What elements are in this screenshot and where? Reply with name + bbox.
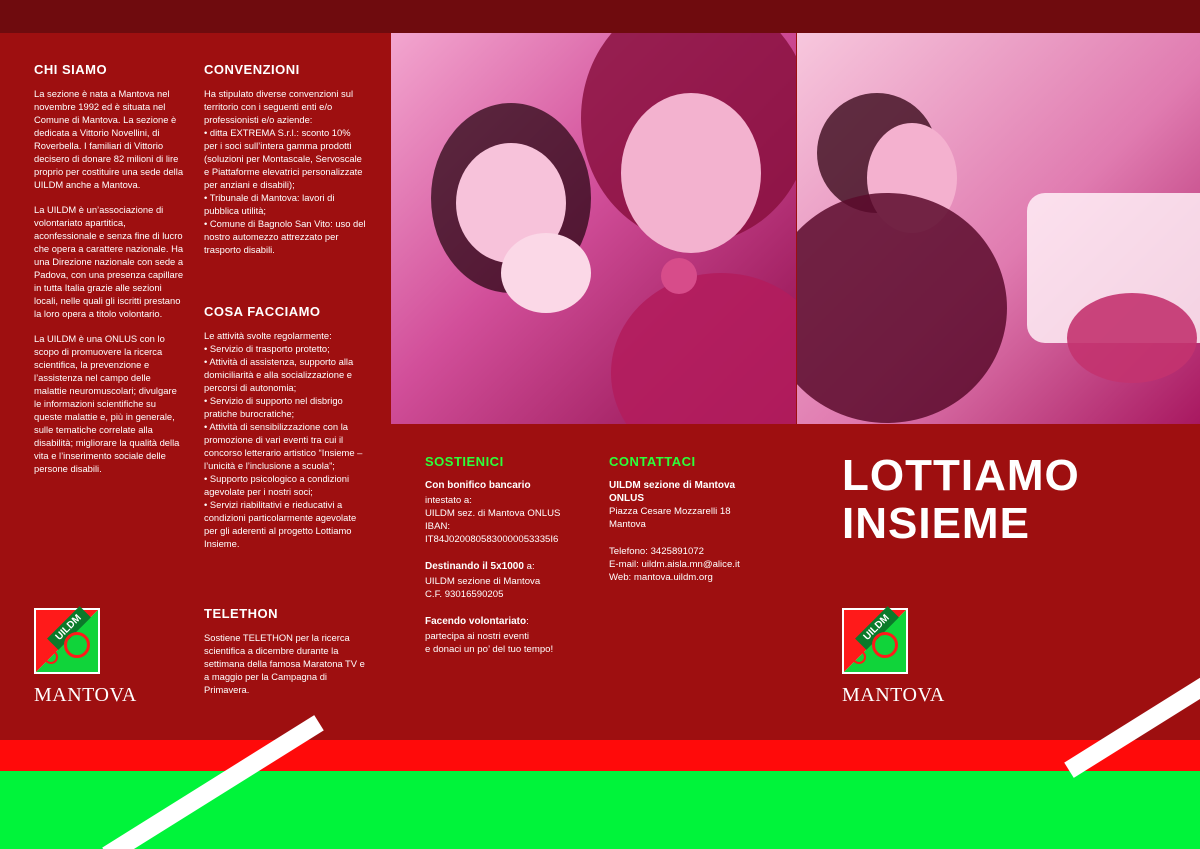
photo-shape (661, 258, 697, 294)
photo-shape (1067, 293, 1197, 383)
list-item: • Supporto psicologico a condizioni agevolate per i nostri soci; (204, 472, 366, 498)
photo-shape (611, 273, 796, 424)
bonifico-label: Con bonifico bancario (425, 480, 531, 491)
list-item: • Attività di sensibilizzazione con la promozione di vari eventi tra cui il concorso letterario artistico “Insieme – l’unicità e l’inclusione a scuola”; (204, 420, 366, 472)
red-band (0, 740, 1200, 771)
list-item: • ditta EXTREMA S.r.l.: sconto 10% per i soci sull’intera gamma prodotti (soluzioni per Montascale, Servoscale e Piattaforme elevatrici personalizzate per anziani e disabili); (204, 126, 366, 191)
list-item: • Servizi riabilitativi e rieducativi a condizioni particolarmente agevolate per gli aderenti al progetto Lottiamo Insieme. (204, 498, 366, 550)
contattaci-title: CONTATTACI (609, 454, 696, 469)
list-item: • Attività di assistenza, supporto alla domiciliarità e alla socializzazione e percorsi di autonomia; (204, 355, 366, 394)
cosa-facciamo-intro: Le attività svolte regolarmente: (204, 330, 332, 341)
photo-child-with-caregiver (391, 33, 796, 424)
iban-value: IT84J0200805830000053335I6 (425, 534, 559, 545)
title-line: INSIEME (842, 499, 1030, 548)
address-line: Mantova (609, 519, 646, 530)
cosa-facciamo-title: COSA FACCIAMO (204, 304, 321, 319)
chi-siamo-paragraph-3: La UILDM è una ONLUS con lo scopo di promuovere la ricerca scientifica, la prevenzione e l’assistenza nel campo delle malattie neuromuscolari; divulgare le informazioni scientifiche su queste malattie e, più in generale, sulle tematiche correlate alla disabilità; migliorare la qualità della vita e l’inserimento sociale delle persone disabili. (34, 333, 180, 474)
destinando-line: UILDM sezione di Mantova (425, 576, 541, 587)
uildm-logo-left (34, 608, 100, 674)
email-link[interactable]: E-mail: uildm.aisla.mn@alice.it (609, 559, 740, 570)
address-line: Piazza Cesare Mozzarelli 18 (609, 506, 731, 517)
cosa-facciamo-section (204, 304, 366, 562)
convenzioni-section (204, 62, 366, 268)
sostienici-title: SOSTIENICI (425, 454, 504, 469)
web-link[interactable]: Web: mantova.uildm.org (609, 572, 713, 583)
wheelchair-icon (44, 650, 58, 664)
wheelchair-icon (852, 650, 866, 664)
list-item: • Servizio di trasporto protetto; (204, 342, 366, 355)
uildm-logo-right (842, 608, 908, 674)
chi-siamo-paragraph-2: La UILDM è un’associazione di volontariato apartitica, aconfessionale e senza fine di lucro che opera a carattere nazionale. Ha una Direzione nazionale con sede a Padova, con una presenza capillare in tutta Italia grazie alle sezioni locali, nelle quali gli iscritti prestano la loro opera a titolo volontario. (34, 204, 184, 319)
top-band (0, 0, 1200, 33)
butterfly-icon (872, 632, 898, 658)
convenzioni-intro: Ha stipulato diverse convenzioni sul territorio con i seguenti enti e/o professionisti e/o aziende: (204, 88, 354, 125)
cosa-facciamo-list (204, 342, 366, 550)
photo-child-playing (797, 33, 1200, 424)
list-item: • Tribunale di Mantova: lavori di pubblica utilità; (204, 191, 366, 217)
volontariato-line: partecipa ai nostri eventi (425, 631, 529, 642)
destinando-bold: Destinando il 5x1000 (425, 561, 524, 572)
list-item: • Comune di Bagnolo San Vito: uso del nostro automezzo attrezzato per trasporto disabili. (204, 217, 366, 256)
telethon-text: Sostiene TELETHON per la ricerca scientifica a dicembre durante la settimana della famosa Maratona TV e a maggio per la Campagna di Primavera. (204, 632, 365, 695)
volontariato-line: e donaci un po’ del tuo tempo! (425, 644, 554, 655)
volontariato-line (425, 615, 595, 628)
logo-badge: UILDM (855, 606, 899, 650)
title-line: LOTTIAMO (842, 451, 1080, 500)
sostienici-section (425, 454, 595, 656)
contattaci-section (609, 454, 789, 584)
bonifico-line: UILDM sez. di Mantova ONLUS (425, 508, 561, 519)
logo-badge: UILDM (47, 606, 91, 650)
destinando-line (425, 560, 595, 573)
volontariato-bold: Facendo volontariato (425, 616, 527, 627)
logo-city-left: MANTOVA (34, 684, 137, 706)
chi-siamo-section (34, 62, 184, 487)
volontariato-suffix: : (526, 616, 529, 627)
photo-shape (501, 233, 591, 313)
butterfly-icon (64, 632, 90, 658)
lottiamo-insieme-title (842, 452, 1080, 548)
telethon-section (204, 606, 366, 708)
bonifico-line: IBAN: (425, 521, 451, 532)
destinando-line: C.F. 93016590205 (425, 589, 504, 600)
destinando-suffix: a: (523, 561, 535, 572)
org-line: UILDM sezione di Mantova (609, 480, 736, 491)
bonifico-line: intestato a: (425, 495, 472, 506)
photo-shape (797, 193, 1007, 423)
telethon-title: TELETHON (204, 606, 279, 621)
photo-shape (621, 93, 761, 253)
convenzioni-list (204, 126, 366, 256)
convenzioni-title: CONVENZIONI (204, 62, 300, 77)
chi-siamo-title: CHI SIAMO (34, 62, 108, 77)
list-item: • Servizio di supporto nel disbrigo pratiche burocratiche; (204, 394, 366, 420)
logo-city-right: MANTOVA (842, 684, 945, 706)
org-line: ONLUS (609, 493, 644, 504)
chi-siamo-paragraph-1: La sezione è nata a Mantova nel novembre 1992 ed è situata nel Comune di Mantova. La sezione è dedicata a Vittorio Novellini, di Roverbella. I familiari di Vittorio decisero di donare 82 milioni di lire proprio per costituire una sede della UILDM anche a Mantova. (34, 88, 184, 190)
phone-line: Telefono: 3425891072 (609, 546, 704, 557)
